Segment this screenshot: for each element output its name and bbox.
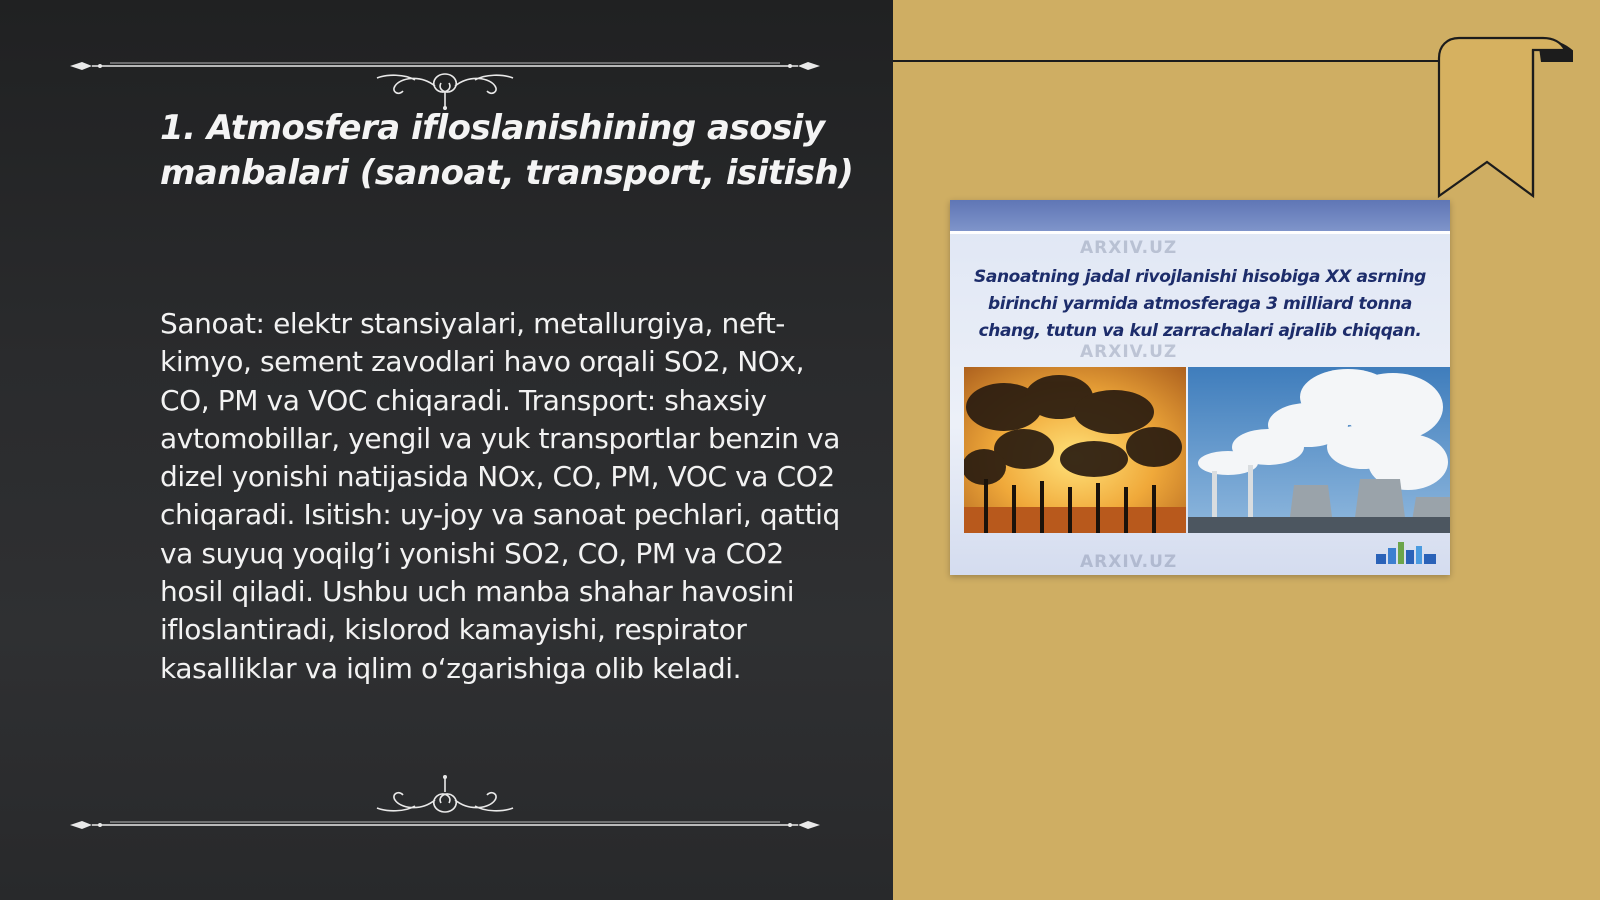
header-rule-line	[893, 60, 1445, 62]
slide-title: 1. Atmosfera ifloslanishining asosiy manbalari (sanoat, transport, isitish)	[160, 108, 854, 193]
smokestack-smoke-photo	[964, 367, 1186, 533]
cooling-towers-photo	[1188, 367, 1450, 533]
publisher-logo-icon	[1370, 540, 1442, 568]
photo-header-bar	[950, 200, 1450, 234]
watermark-text: ARXIV.UZ	[1080, 238, 1178, 258]
slide-body-text: Sanoat: elektr stansiyalari, metallurgiya, neft-kimyo, sement zavodlari havo orqali SO2, NOx, CO, PM va VOC chiqaradi. Transport: shaxsiy avtomobillar, yengil va yuk transportlar benzin va dizel yonishi natijasida NOx, CO, PM, VOC va CO2 chiqaradi. Isitish: uy-joy va sanoat pechlari, qattiq va suyuq yoqilg’i yonishi SO2, CO, PM va CO2 hosil qiladi. Ushbu uch manba shahar havosini ifloslantiradi, kislorod kamayishi, respirator kasalliklar va iqlim o‘zgarishiga olib keladi.	[160, 307, 840, 685]
bookmark-ribbon-icon	[1433, 36, 1573, 206]
photo-caption: Sanoatning jadal rivojlanishi hisobiga XX asrning birinchi yarmida atmosferaga 3 milliard tonna chang, tutun va kul zarrachalari ajralib chiqqan.	[974, 267, 1426, 341]
bottom-ornamental-divider-icon	[70, 815, 820, 835]
watermark-text: ARXIV.UZ	[1080, 342, 1178, 362]
pollution-photo-card	[950, 200, 1450, 575]
watermark-text: ARXIV.UZ	[1080, 552, 1178, 572]
